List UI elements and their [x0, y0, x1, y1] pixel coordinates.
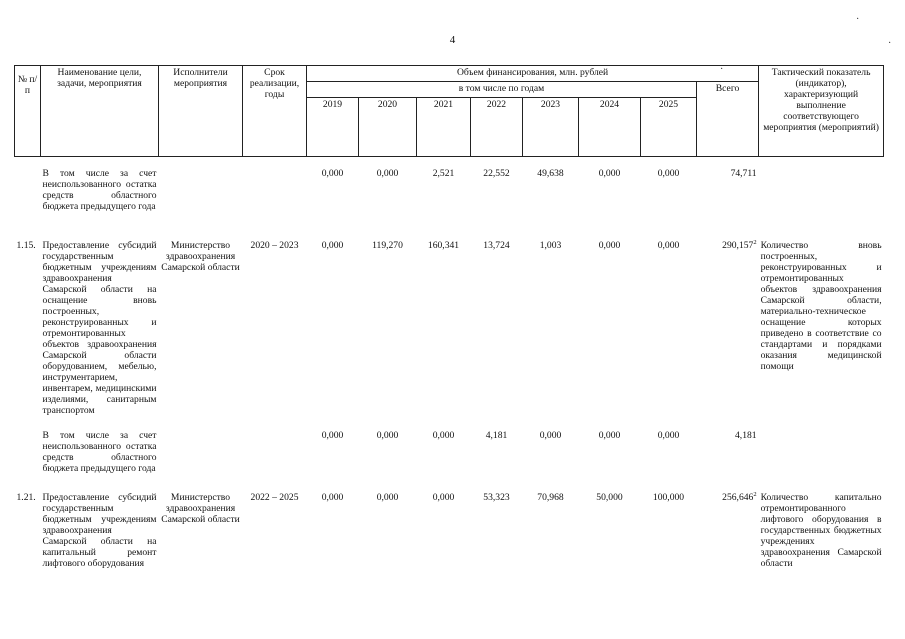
scan-speck: · [720, 64, 724, 75]
row-indicator: Количество капитально отремонтированного лифтового оборудования в государственных бюджетных учреждениях здравоохранения Самарской области [760, 492, 882, 569]
row-indicator: Количество вновь построенных, реконструированных и отремонтированных объектов здравоохранения Самарской области, материально-техническое оснащение которых приведено в соответствие со стандартами и порядками оказания медицинской помощи [760, 240, 882, 372]
header-year: 2020 [359, 98, 417, 157]
row-year-value: 13,724 [483, 240, 510, 251]
row-executors [159, 429, 243, 491]
row-year-value: 1,003 [539, 240, 562, 251]
row-indicator [759, 167, 884, 239]
row-executors [159, 167, 243, 239]
row-year-value: 0,000 [657, 168, 680, 179]
row-year-value: 0,000 [539, 430, 562, 441]
row-year-value: 0,000 [321, 240, 344, 251]
row-year-value: 100,000 [652, 492, 685, 503]
scan-speck: · [888, 38, 892, 49]
header-name: Наименование цели, задачи, мероприятия [41, 66, 159, 157]
row-total-value: 74,711 [730, 168, 757, 179]
row-number: 1.21. [16, 492, 36, 503]
header-year: 2019 [307, 98, 359, 157]
header-year: 2024 [579, 98, 641, 157]
row-total-footnote: 2 [753, 238, 757, 246]
header-year: 2021 [417, 98, 471, 157]
row-name: В том числе за счет неиспользованного остатка средств областного бюджета предыдущего года [42, 168, 157, 212]
row-year-value: 22,552 [483, 168, 510, 179]
row-term [243, 167, 307, 239]
table-body [15, 157, 884, 632]
row-number [15, 429, 41, 491]
table-row [15, 239, 884, 429]
header-indicator: Тактический показатель (индикатор), характеризующий выполнение соответствующего мероприятия (мероприятий) [759, 66, 884, 157]
row-term: 2022 – 2025 [250, 492, 299, 503]
header-year: 2025 [641, 98, 697, 157]
table-row [15, 167, 884, 239]
row-year-value: 49,638 [537, 168, 564, 179]
row-total-value: 290,157 [722, 240, 754, 251]
row-number: 1.15. [16, 240, 36, 251]
financing-table [14, 65, 884, 631]
row-term: 2020 – 2023 [250, 240, 299, 251]
row-year-value: 0,000 [657, 430, 680, 441]
row-year-value: 4,181 [485, 430, 508, 441]
row-total [697, 429, 759, 491]
row-year-value: 0,000 [598, 168, 621, 179]
row-total-value: 256,646 [722, 492, 754, 503]
row-indicator [759, 429, 884, 491]
row-name: Предоставление субсидий государственным бюджетным учреждениям здравоохранения Самарской области на оснащение вновь построенных, реконструированных и отремонтированных объектов здравоохранения Самарской области оборудованием, мебелью, инструментарием, инвентарем, медицинскими изделиями, санитарным транспортом [42, 240, 157, 416]
table-row [15, 491, 884, 591]
row-name: В том числе за счет неиспользованного остатка средств областного бюджета предыдущего года [42, 430, 157, 474]
row-total [697, 491, 759, 591]
header-year: 2022 [471, 98, 523, 157]
header-num: № п/п [15, 66, 41, 157]
header-total: Всего [697, 82, 759, 157]
row-year-value: 0,000 [376, 430, 399, 441]
header-financing: Объем финансирования, млн. рублей [307, 66, 759, 82]
row-year-value: 0,000 [432, 492, 455, 503]
row-total [697, 167, 759, 239]
row-year-value: 0,000 [598, 240, 621, 251]
scan-speck: · [856, 14, 860, 25]
row-total-value: 4,181 [735, 430, 757, 441]
header-executors: Исполнители мероприятия [159, 66, 243, 157]
row-year-value: 50,000 [596, 492, 623, 503]
table-row [15, 429, 884, 491]
row-total [697, 239, 759, 429]
row-year-value: 2,521 [432, 168, 455, 179]
row-year-value: 119,270 [372, 240, 403, 251]
row-year-value: 0,000 [432, 430, 455, 441]
header-year: 2023 [523, 98, 579, 157]
row-executors: Министерство здравоохранения Самарской области [161, 240, 240, 273]
row-year-value: 0,000 [376, 492, 399, 503]
row-name: Предоставление субсидий государственным бюджетным учреждениям здравоохранения Самарской области на капитальный ремонт лифтового оборудования [42, 492, 157, 569]
row-executors: Министерство здравоохранения Самарской области [161, 492, 240, 525]
row-year-value: 0,000 [598, 430, 621, 441]
row-year-value: 70,968 [537, 492, 564, 503]
header-by-years: в том числе по годам [307, 82, 697, 98]
row-year-value: 160,341 [427, 240, 460, 251]
row-year-value: 53,323 [483, 492, 510, 503]
row-year-value: 0,000 [321, 168, 344, 179]
row-year-value: 0,000 [376, 168, 399, 179]
row-year-value: 0,000 [657, 240, 680, 251]
row-year-value: 0,000 [321, 430, 344, 441]
row-year-value: 0,000 [321, 492, 344, 503]
header-term: Срок реализации, годы [243, 66, 307, 157]
row-number [15, 167, 41, 239]
row-total-footnote: 2 [753, 490, 757, 498]
page-number: 4 [449, 34, 456, 46]
row-term [243, 429, 307, 491]
